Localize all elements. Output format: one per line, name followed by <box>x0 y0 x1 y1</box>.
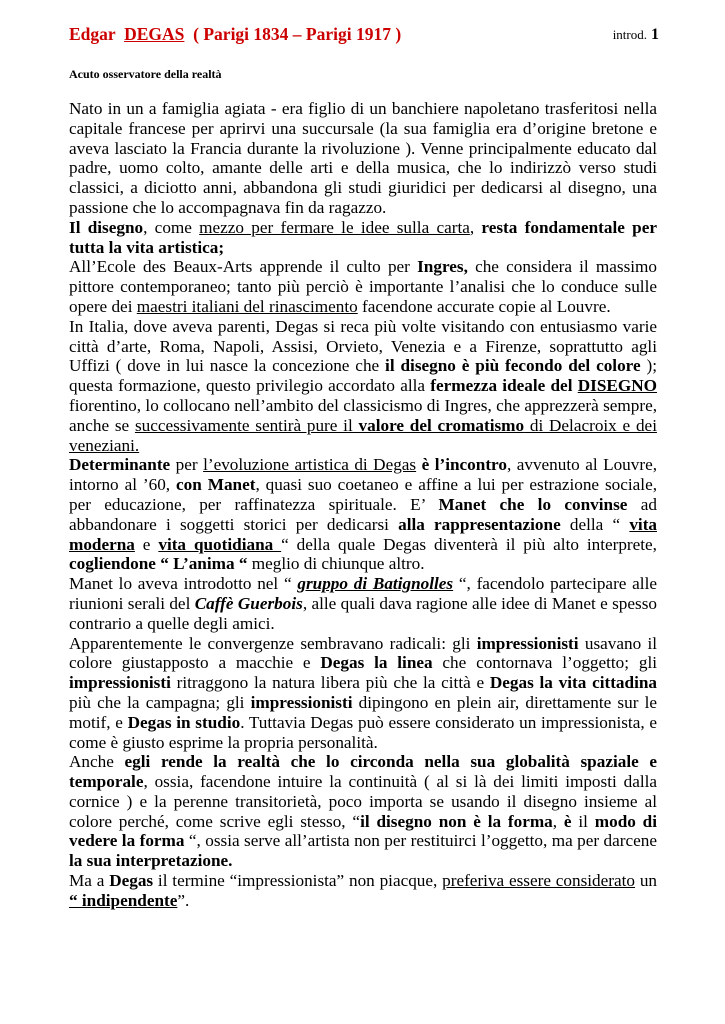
text-run: vita quotidiana <box>158 534 282 554</box>
text-run: “ L’anima “ <box>160 554 248 574</box>
text-run: All’Ecole des Beaux-Arts apprende il culto per <box>69 257 418 277</box>
paragraph <box>69 634 657 753</box>
text-run: e <box>134 534 159 554</box>
text-run: impressionisti <box>250 692 353 712</box>
paragraph <box>69 574 657 633</box>
text-run: che considera il massimo pittore contemporaneo; tanto più perciò è importante l’analisi che lo conduce sulle opere dei <box>69 257 657 316</box>
text-run: “, facendolo partecipare alle riunioni serali del <box>69 574 657 613</box>
text-run: fiorentino, lo collocano nell’ambito del classicismo di Ingres, che apprezzerà sempre, anche se <box>69 395 657 435</box>
text-run: , come <box>143 217 200 237</box>
text-run: Manet lo aveva introdotto nel “ <box>69 574 298 594</box>
text-run: più che la campagna; gli <box>69 692 251 712</box>
text-run: , alle quali dava ragione alle idee di Manet e spesso contrario a quelle degli amici. <box>69 593 657 633</box>
page-number: 1 <box>651 26 659 43</box>
text-run: dipingono en plein air, direttamente sur le motif, e <box>69 692 657 732</box>
text-run: alla rappresentazione <box>398 514 561 534</box>
text-run: che contornava l’oggetto; gli <box>432 653 657 673</box>
text-run: In Italia, dove aveva parenti, Degas si reca più volte visitando con entusiasmo varie città d’arte, Roma, Napoli, Assisi, Orvieto, Venezia e a Firenze, soprattutto agli Uffizi ( dove in lui nasce la concezione che <box>69 316 657 376</box>
text-run: usavano il colore giustapposto a macchie e <box>69 633 657 673</box>
text-run: Degas la linea <box>320 653 433 673</box>
text-run: Ma a <box>69 871 110 891</box>
text-run: impressionisti <box>476 633 579 653</box>
text-run: “ della quale Degas diventerà il più alto interprete, <box>281 534 657 554</box>
text-run: il <box>571 811 595 831</box>
text-run: Determinante <box>69 455 171 475</box>
title-name: DEGAS <box>124 24 185 44</box>
text-run: fermezza ideale del <box>430 376 578 396</box>
text-run: , <box>469 217 482 237</box>
text-run: facendone accurate copie al Louvre. <box>357 296 611 316</box>
section-subtitle: Acuto osservatore della realtà <box>69 67 222 81</box>
text-run: Ingres, <box>417 257 468 277</box>
text-run: Degas la vita cittadina <box>489 673 658 693</box>
text-run: Anche <box>69 752 125 772</box>
text-run: il disegno non è la forma <box>360 811 553 831</box>
text-run: , avvenuto al Louvre, intorno al ’60, <box>69 455 658 495</box>
text-run: per <box>170 455 204 475</box>
text-run: della “ <box>560 514 630 534</box>
title-prefix: Edgar <box>69 24 125 44</box>
text-run: Caffè Guerbois <box>194 593 303 613</box>
text-run: “, ossia serve all’artista non per restituirci l’oggetto, ma per darcene <box>184 831 657 851</box>
text-run: è <box>563 811 572 831</box>
text-run: . Tuttavia Degas può essere considerato un impressionista, e come è giusto esprime la propria personalità. <box>69 712 657 752</box>
text-run: un <box>635 871 658 891</box>
paragraph <box>69 257 657 316</box>
text-run: DISEGNO <box>577 376 657 396</box>
text-run: cogliendone <box>69 554 156 574</box>
body-text <box>69 99 657 911</box>
document-title <box>69 24 401 45</box>
intro-label: introd. <box>612 27 647 42</box>
text-run: Nato in un a famiglia agiata - era figlio di un banchiere napoletano trasferitosi nella capitale francese per aprirvi una succursale (la sua famiglia era d’origine bretone e aveva lasciato la Francia durante la rivoluzione ). Venne principalmente educato dal padre, uomo colto, amante delle arti e della musica, che lo indirizzò verso studi classici, a diciotto anni, abbandona gli studi giuridici per dedicarsi al disegno, una passione che lo accompagnava fin da ragazzo. <box>69 99 657 217</box>
text-run: “ indipendente <box>69 890 178 910</box>
text-run: con Manet <box>176 475 256 495</box>
text-run: ); questa formazione, questo privilegio accordato alla <box>69 356 657 396</box>
text-run: preferiva essere considerato <box>442 871 636 891</box>
text-run: , quasi suo coetaneo e affine a lui per estrazione sociale, per educazione, per raffinatezza spirituale. E’ <box>69 475 657 514</box>
text-run: , <box>552 811 564 831</box>
text-run: gruppo di Batignolles <box>297 574 454 594</box>
text-run: Il disegno <box>69 217 144 237</box>
text-run: Degas in studio <box>127 712 241 732</box>
page-marker <box>613 26 659 44</box>
text-run: mezzo per fermare le idee sulla carta <box>199 217 470 237</box>
text-run: è l’incontro <box>421 455 507 475</box>
text-run: resta fondamentale per tutta la vita artistica; <box>69 217 657 257</box>
text-run: ”. <box>177 890 190 910</box>
title-suffix: ( Parigi 1834 – Parigi 1917 ) <box>184 24 402 44</box>
text-run: maestri italiani del rinascimento <box>136 296 358 316</box>
text-run: l’evoluzione artistica di Degas <box>203 455 417 475</box>
text-run: il termine “impressionista” non piacque, <box>153 871 443 891</box>
text-run: ad abbandonare i soggetti storici per dedicarsi <box>69 494 657 534</box>
text-run: , ossia, facendone intuire la continuità ( al si là dei limiti imposti dalla cornice ) e la perenne transitorietà, poco importa se usando il disegno insieme al colore perché, come scrive egli stesso, “ <box>69 772 657 831</box>
text-run: valore del cromatismo <box>358 415 525 435</box>
paragraph <box>69 871 657 911</box>
paragraph <box>69 455 657 574</box>
text-run: Degas <box>109 871 154 891</box>
text-run: di Delacroix e dei veneziani. <box>69 415 657 455</box>
text-run: la sua interpretazione. <box>69 851 233 871</box>
text-run: modo di vedere la forma <box>69 811 658 851</box>
text-run: successivamente sentirà pure il <box>134 415 359 435</box>
text-run: ritraggono la natura libera più che la città e <box>170 673 490 693</box>
paragraph <box>69 218 657 258</box>
text-run: meglio di chiunque altro. <box>247 554 425 574</box>
page-header <box>69 24 659 48</box>
paragraph <box>69 317 657 456</box>
text-run: vita moderna <box>69 514 658 554</box>
text-run: Manet che lo convinse <box>438 494 628 514</box>
paragraph <box>69 752 657 871</box>
text-run: Apparentemente le convergenze sembravano radicali: gli <box>69 633 477 653</box>
text-run: egli rende la realtà che lo circonda nella sua globalità spaziale e temporale <box>69 752 657 792</box>
text-run: il disegno è più fecondo del colore <box>385 356 641 376</box>
text-run: impressionisti <box>69 673 171 693</box>
paragraph <box>69 99 657 218</box>
